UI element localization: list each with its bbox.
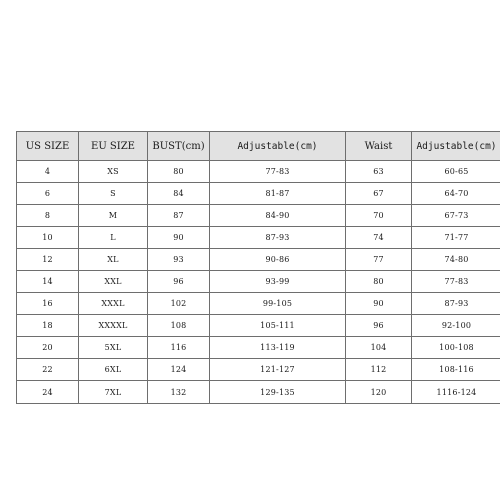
cell-us-size: 24	[17, 381, 79, 404]
cell-waist: 104	[346, 337, 412, 359]
header-bust-adjustable: Adjustable(cm)	[210, 132, 346, 161]
cell-bust: 80	[148, 161, 210, 183]
header-waist: Waist	[346, 132, 412, 161]
header-waist-adjustable: Adjustable(cm)	[412, 132, 500, 161]
cell-us-size: 8	[17, 205, 79, 227]
table-row	[17, 183, 500, 205]
cell-waist-adjustable: 74-80	[412, 249, 500, 271]
cell-waist: 74	[346, 227, 412, 249]
size-chart-table	[16, 131, 500, 404]
cell-bust-adjustable: 99-105	[210, 293, 346, 315]
cell-bust: 84	[148, 183, 210, 205]
cell-eu-size: XL	[79, 249, 148, 271]
table-row	[17, 315, 500, 337]
cell-us-size: 10	[17, 227, 79, 249]
cell-us-size: 20	[17, 337, 79, 359]
cell-waist: 112	[346, 359, 412, 381]
cell-us-size: 12	[17, 249, 79, 271]
cell-waist-adjustable: 92-100	[412, 315, 500, 337]
table-row	[17, 293, 500, 315]
table-body	[17, 161, 500, 404]
cell-waist-adjustable: 64-70	[412, 183, 500, 205]
cell-bust-adjustable: 105-111	[210, 315, 346, 337]
cell-waist-adjustable: 108-116	[412, 359, 500, 381]
cell-waist-adjustable: 60-65	[412, 161, 500, 183]
cell-bust: 102	[148, 293, 210, 315]
cell-bust: 132	[148, 381, 210, 404]
header-eu-size: EU SIZE	[79, 132, 148, 161]
cell-waist-adjustable: 87-93	[412, 293, 500, 315]
table-row	[17, 381, 500, 404]
cell-us-size: 18	[17, 315, 79, 337]
table-row	[17, 271, 500, 293]
cell-bust-adjustable: 81-87	[210, 183, 346, 205]
table-row	[17, 359, 500, 381]
cell-eu-size: XS	[79, 161, 148, 183]
header-us-size: US SIZE	[17, 132, 79, 161]
cell-waist-adjustable: 100-108	[412, 337, 500, 359]
cell-waist-adjustable: 77-83	[412, 271, 500, 293]
cell-waist: 80	[346, 271, 412, 293]
cell-waist: 77	[346, 249, 412, 271]
cell-bust: 87	[148, 205, 210, 227]
cell-bust-adjustable: 87-93	[210, 227, 346, 249]
cell-waist: 70	[346, 205, 412, 227]
cell-us-size: 16	[17, 293, 79, 315]
cell-bust: 116	[148, 337, 210, 359]
cell-waist: 90	[346, 293, 412, 315]
table-row	[17, 227, 500, 249]
cell-waist: 96	[346, 315, 412, 337]
cell-eu-size: 7XL	[79, 381, 148, 404]
cell-bust: 90	[148, 227, 210, 249]
cell-bust: 93	[148, 249, 210, 271]
table-row	[17, 205, 500, 227]
cell-eu-size: 6XL	[79, 359, 148, 381]
header-row	[17, 132, 500, 161]
cell-bust-adjustable: 84-90	[210, 205, 346, 227]
cell-bust-adjustable: 121-127	[210, 359, 346, 381]
cell-eu-size: S	[79, 183, 148, 205]
cell-eu-size: M	[79, 205, 148, 227]
cell-waist-adjustable: 1116-124	[412, 381, 500, 404]
cell-waist: 63	[346, 161, 412, 183]
cell-waist: 120	[346, 381, 412, 404]
cell-eu-size: L	[79, 227, 148, 249]
cell-eu-size: 5XL	[79, 337, 148, 359]
cell-bust: 108	[148, 315, 210, 337]
cell-bust-adjustable: 90-86	[210, 249, 346, 271]
cell-waist-adjustable: 67-73	[412, 205, 500, 227]
header-bust: BUST(cm)	[148, 132, 210, 161]
cell-us-size: 22	[17, 359, 79, 381]
cell-us-size: 4	[17, 161, 79, 183]
cell-us-size: 6	[17, 183, 79, 205]
cell-waist: 67	[346, 183, 412, 205]
cell-bust-adjustable: 113-119	[210, 337, 346, 359]
cell-bust-adjustable: 93-99	[210, 271, 346, 293]
table-row	[17, 161, 500, 183]
cell-bust: 124	[148, 359, 210, 381]
cell-waist-adjustable: 71-77	[412, 227, 500, 249]
cell-eu-size: XXXL	[79, 293, 148, 315]
cell-bust: 96	[148, 271, 210, 293]
cell-bust-adjustable: 77-83	[210, 161, 346, 183]
cell-us-size: 14	[17, 271, 79, 293]
cell-bust-adjustable: 129-135	[210, 381, 346, 404]
table-row	[17, 337, 500, 359]
cell-eu-size: XXXXL	[79, 315, 148, 337]
cell-eu-size: XXL	[79, 271, 148, 293]
table-row	[17, 249, 500, 271]
